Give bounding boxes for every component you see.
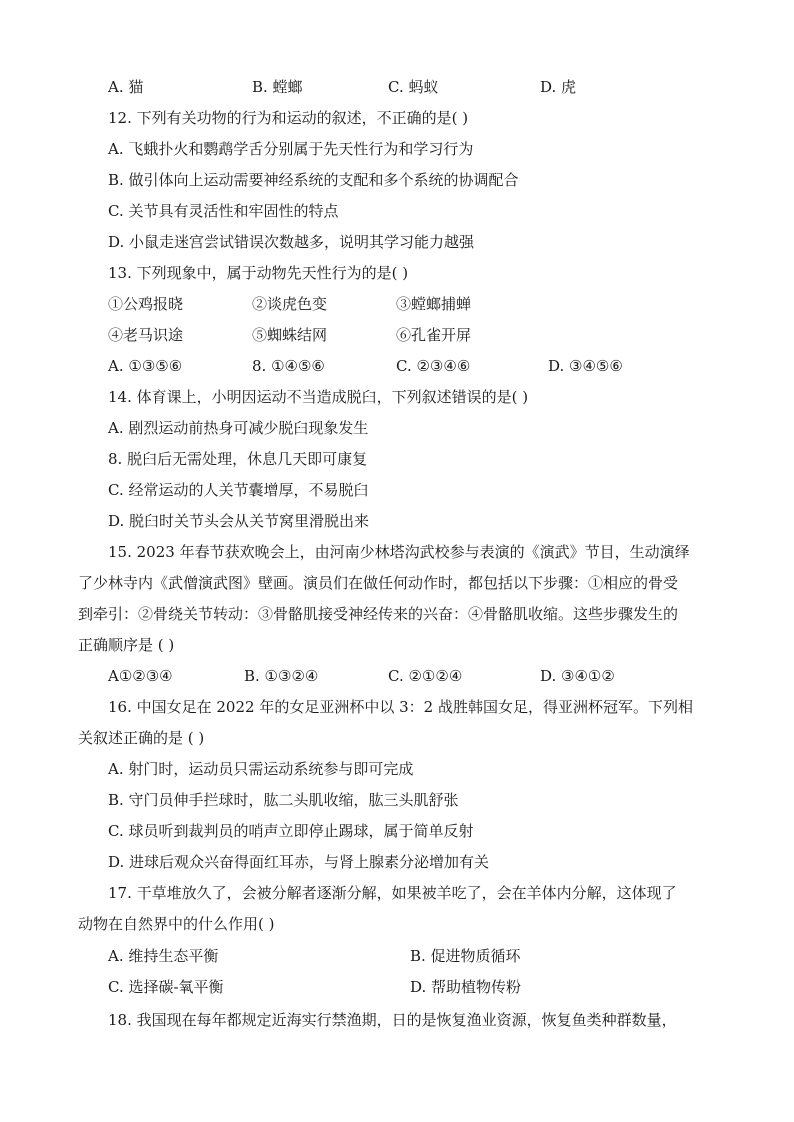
q12-option-d: D. 小鼠走迷宫尝试错误次数越多，说明其学习能力越强 [108,233,475,251]
q17-option-b: B. 促进物质循环 [410,947,521,965]
q12-option-b: B. 做引体向上运动需要神经系统的支配和多个系统的协调配合 [108,171,519,189]
q13-option-c: C. ②③④⑥ [396,357,471,375]
q15-stem-line-4: 正确顺序是 ( ) [78,636,175,654]
q13-stem: 13. 下列现象中，属于动物先天性行为的是( ) [108,264,409,282]
q11-option-d: D. 虎 [540,78,577,96]
q13-item-5: ⑤蜘蛛结网 [252,326,328,344]
q16-option-c: C. 球员听到裁判员的哨声立即停止踢球，属于简单反射 [108,822,474,840]
q14-option-d: D. 脱臼时关节头会从关节窝里滑脱出来 [108,512,370,530]
q13-option-a: A. ①③⑤⑥ [108,357,183,375]
q15-option-d: D. ③④①② [540,667,615,685]
q16-stem-line-1: 16. 中国女足在 2022 年的女足亚洲杯中以 3：2 战胜韩国女足，得亚洲杯冠军。下列相 [108,698,693,716]
q17-option-c: C. 选择碳-氧平衡 [108,978,224,996]
q13-item-6: ⑥孔雀开屏 [396,326,472,344]
q14-option-a: A. 剧烈运动前热身可减少脱臼现象发生 [108,419,369,437]
q12-stem: 12. 下列有关功物的行为和运动的叙述，不正确的是( ) [108,109,469,127]
q14-option-b: 8. 脱臼后无需处理，休息几天即可康复 [108,450,368,468]
q16-option-b: B. 守门员伸手拦球时，肱二头肌收缩，肱三头肌舒张 [108,791,459,809]
q16-option-d: D. 进球后观众兴奋得面红耳赤，与肾上腺素分泌增加有关 [108,853,490,871]
q18-stem-line-1: 18. 我国现在每年都规定近海实行禁渔期，日的是恢复渔业资源，恢复鱼类种群数量， [108,1011,677,1029]
q13-option-b: 8. ①④⑤⑥ [252,357,325,375]
q15-stem-line-3: 到牵引：②骨绕关节转动：③骨骼肌接受神经传来的兴奋：④骨骼肌收缩。这些步骤发生的 [78,605,679,623]
q15-option-a: A①②③④ [108,667,173,685]
q16-stem-line-2: 关叙述正确的是 ( ) [78,729,205,747]
q13-option-d: D. ③④⑤⑥ [548,357,623,375]
q15-stem-line-1: 15. 2023 年春节获欢晚会上，由河南少林塔沟武校参与表演的《演武》节目，生动演绎 [108,543,690,561]
q11-option-c: C. 蚂蚁 [388,78,439,96]
q16-option-a: A. 射门时，运动员只需运动系统参与即可完成 [108,760,414,778]
q14-stem: 14. 体育课上，小明因运动不当造成脱臼，下列叙述错误的是( ) [108,388,529,406]
q17-stem-line-2: 动物在自然界中的什么作用( ) [78,915,275,933]
q15-option-c: C. ②①②④ [388,667,463,685]
q11-option-b: B. 螳螂 [252,78,303,96]
q13-item-4: ④老马识途 [108,326,184,344]
q13-item-3: ③螳螂捕蝉 [396,295,472,313]
q12-option-a: A. 飞蛾扑火和鹦鹉学舌分别属于先天性行为和学习行为 [108,140,474,158]
q17-option-a: A. 维持生态平衡 [108,947,219,965]
q13-item-1: ①公鸡报晓 [108,295,184,313]
q17-option-d: D. 帮助植物传粉 [410,978,522,996]
q14-option-c: C. 经常运动的人关节囊增厚，不易脱臼 [108,481,369,499]
q17-stem-line-1: 17. 干草堆放久了，会被分解者逐渐分解，如果被羊吃了，会在羊体内分解，这体现了 [108,884,677,902]
q15-option-b: B. ①③②④ [244,667,319,685]
q13-item-2: ②谈虎色变 [252,295,328,313]
q12-option-c: C. 关节具有灵活性和牢固性的特点 [108,202,339,220]
q11-option-a: A. 猫 [108,78,144,96]
q15-stem-line-2: 了少林寺内《武僧演武图》壁画。演员们在做任何动作时，都包括以下步骤：①相应的骨受 [78,574,679,592]
